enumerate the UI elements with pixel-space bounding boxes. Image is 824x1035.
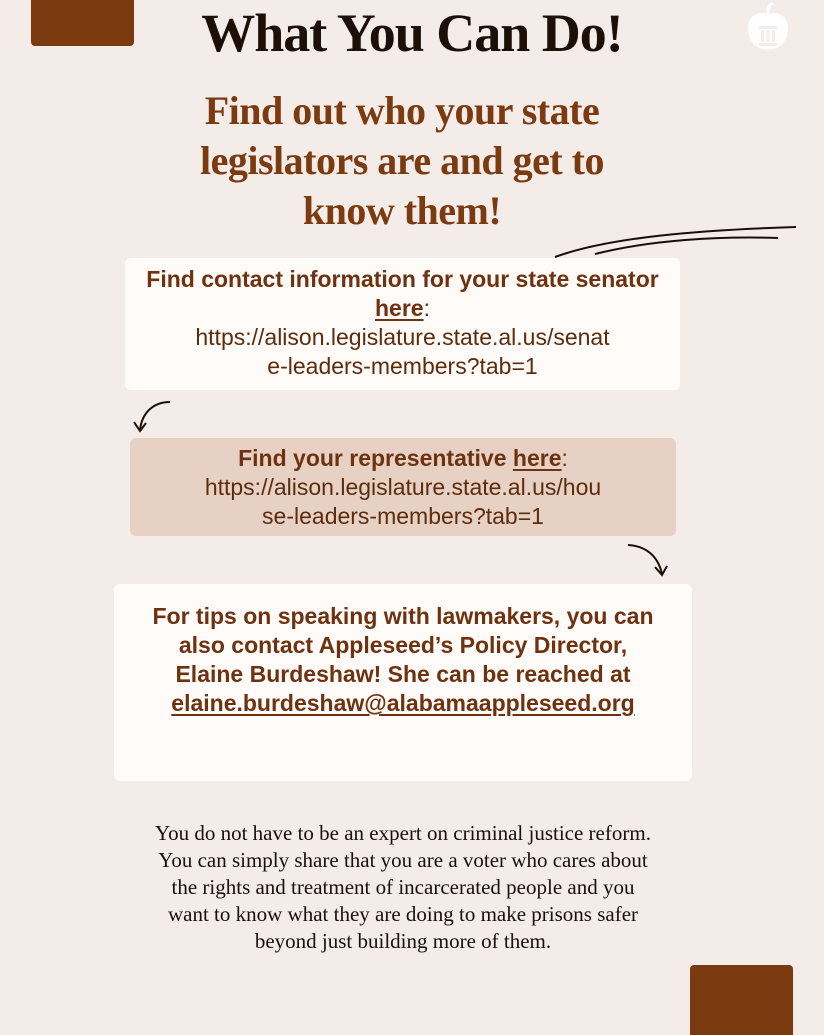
senator-card-heading: Find contact information for your state senator [146,266,659,292]
page-subtitle: Find out who your state legislators are and get to know them! [200,88,604,233]
senator-info-card [125,258,680,390]
corner-decoration-bottom [690,965,793,1035]
closing-paragraph: You do not have to be an expert on criminal justice reform. You can simply share that you are a voter who cares about the rights and treatment of incarcerated people and you want to know what they are doing to make prisons safer beyond just building more of them. [155,821,651,953]
decorative-swoosh [550,222,800,262]
representative-url-line-2[interactable]: se-leaders-members?tab=1 [262,503,544,529]
representative-card-heading: Find your representative [238,445,507,471]
representative-here-link[interactable]: here [512,445,562,471]
senator-url-line-1[interactable]: https://alison.legislature.state.al.us/senat [195,324,610,350]
policy-director-text: For tips on speaking with lawmakers, you can also contact Appleseed’s Policy Director, Elaine Burdeshaw! She can be reached at [152,603,654,687]
curved-arrow-down-right-icon [624,540,670,580]
representative-url-line-1[interactable]: https://alison.legislature.state.al.us/hou [204,474,602,500]
senator-url-line-2[interactable]: e-leaders-members?tab=1 [267,353,538,379]
senator-colon: : [423,295,430,321]
senator-here-link[interactable]: here [375,295,424,321]
page-title: What You Can Do! [201,3,623,63]
policy-director-contact-card [114,584,692,781]
curved-arrow-down-left-icon [132,398,176,436]
policy-director-email-link[interactable]: elaine.burdeshaw@alabamaappleseed.org [171,690,635,716]
representative-info-card [130,438,676,536]
representative-colon: : [561,445,568,471]
